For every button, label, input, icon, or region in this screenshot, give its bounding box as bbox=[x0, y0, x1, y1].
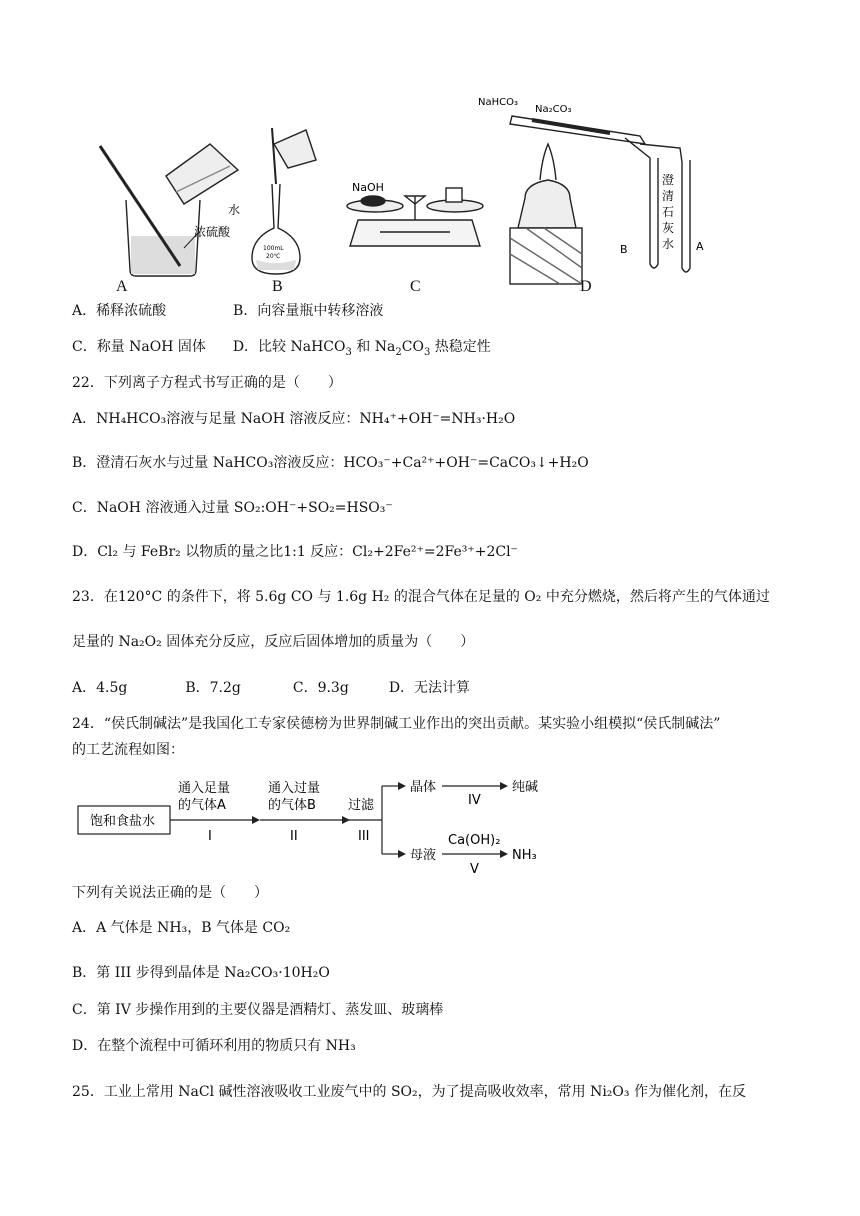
flow-step4-roman: IV bbox=[468, 793, 481, 808]
q25-stem: 25．工业上常用 NaCl 碱性溶液吸收工业废气中的 SO₂，为了提高吸收效率，常用 Ni₂O₃ 作为催化剂，在反 bbox=[72, 1084, 746, 1100]
svg-text:澄: 澄 bbox=[662, 173, 675, 187]
water-label-a: 水 bbox=[228, 203, 241, 217]
q24-option-d: D．在整个流程中可循环利用的物质只有 NH₃ bbox=[72, 1038, 356, 1054]
volumetric-flask-b bbox=[252, 128, 316, 274]
q22-stem: 22．下列离子方程式书写正确的是（ ） bbox=[72, 375, 342, 391]
flow-mother-liquor: 母液 bbox=[410, 848, 437, 863]
q22-option-b: B．澄清石灰水与过量 NaHCO₃溶液反应：HCO₃⁻+Ca²⁺+OH⁻=CaCO₃↓+H₂O bbox=[72, 455, 589, 471]
flow-step2-top2: 的气体B bbox=[268, 798, 316, 813]
flow-reagent: Ca(OH)₂ bbox=[448, 833, 501, 848]
process-flowchart bbox=[76, 770, 556, 880]
flask-volume: 100mL bbox=[263, 245, 284, 252]
q23-options bbox=[72, 678, 470, 698]
flow-step2-top1: 通入过量 bbox=[268, 781, 321, 796]
flow-step1-top1: 通入足量 bbox=[178, 781, 231, 796]
flow-step1-roman: I bbox=[208, 829, 212, 844]
figure-label-c: C bbox=[410, 278, 421, 295]
q23-option-a: A．4.5g bbox=[72, 680, 128, 696]
svg-text:清: 清 bbox=[662, 189, 675, 203]
q24-prompt: 下列有关说法正确的是（ ） bbox=[72, 885, 268, 901]
flow-step5-roman: V bbox=[470, 862, 479, 877]
naoh-label-c: NaOH bbox=[352, 181, 384, 194]
q23-option-b: B．7.2g bbox=[185, 680, 241, 696]
q24-option-b: B．第 III 步得到晶体是 Na₂CO₃·10H₂O bbox=[72, 965, 330, 981]
q21-option-a: A．稀释浓硫酸 bbox=[72, 303, 167, 319]
q22-option-a: A．NH₄HCO₃溶液与足量 NaOH 溶液反应：NH₄⁺+OH⁻=NH₃·H₂O bbox=[72, 411, 516, 427]
figure-label-d: D bbox=[580, 278, 592, 295]
flow-nh3: NH₃ bbox=[512, 848, 537, 863]
flow-start: 饱和食盐水 bbox=[90, 814, 156, 829]
q21-row1 bbox=[72, 301, 383, 321]
q24-stem-line2: 的工艺流程如图： bbox=[72, 742, 184, 758]
q23-option-d: D．无法计算 bbox=[388, 680, 471, 696]
q24-stem-line1: 24．“侯氏制碱法”是我国化工专家侯德榜为世界制碱工业作出的突出贡献。某实验小组模拟“侯氏制碱法” bbox=[72, 716, 721, 732]
q23-stem-line1: 23．在120°C 的条件下，将 5.6g CO 与 1.6g H₂ 的混合气体在足量的 O₂ 中充分燃烧，然后将产生的气体通过 bbox=[72, 589, 770, 605]
flow-step3: 过滤 bbox=[348, 798, 375, 813]
q22-option-c: C．NaOH 溶液通入过量 SO₂:OH⁻+SO₂=HSO₃⁻ bbox=[72, 500, 393, 516]
svg-text:灰: 灰 bbox=[662, 221, 675, 235]
apparatus-figure bbox=[80, 88, 780, 298]
flask-temp: 20℃ bbox=[266, 253, 281, 260]
figure-label-b: B bbox=[272, 278, 283, 295]
balance-c bbox=[347, 188, 483, 246]
flow-crystal: 晶体 bbox=[410, 780, 437, 795]
nahco3-label: NaHCO₃ bbox=[478, 97, 518, 108]
beaker-a bbox=[100, 144, 241, 276]
na2co3-label: Na₂CO₃ bbox=[535, 104, 572, 115]
q21-option-d: D．比较 NaHCO$_3$ 和 $Na_2CO_3$ 热稳定性 bbox=[232, 339, 491, 358]
svg-text:石: 石 bbox=[662, 205, 675, 219]
flow-product: 纯碱 bbox=[512, 780, 539, 795]
figure-label-a: A bbox=[116, 278, 128, 295]
acid-label-a: 浓硫酸 bbox=[194, 225, 231, 239]
q22-option-d: D．Cl₂ 与 FeBr₂ 以物质的量之比1:1 反应：Cl₂+2Fe²⁺=2Fe³⁺+2Cl⁻ bbox=[72, 544, 518, 560]
flow-step3-roman: III bbox=[358, 829, 370, 844]
limewater-label bbox=[662, 173, 674, 251]
q23-option-c: C．9.3g bbox=[292, 680, 349, 696]
q21-option-b: B．向容量瓶中转移溶液 bbox=[233, 303, 384, 319]
apparatus-drawing bbox=[80, 88, 780, 298]
svg-text:水: 水 bbox=[662, 237, 675, 251]
flow-step1-top2: 的气体A bbox=[178, 798, 226, 813]
q23-stem-line2: 足量的 Na₂O₂ 固体充分反应，反应后固体增加的质量为（ ） bbox=[72, 634, 475, 650]
flow-step2-roman: II bbox=[290, 829, 298, 844]
tube-b-label: B bbox=[620, 243, 628, 256]
q21-row2 bbox=[72, 337, 491, 357]
q24-option-a: A．A 气体是 NH₃，B 气体是 CO₂ bbox=[72, 920, 291, 936]
q21-option-c: C．称量 NaOH 固体 bbox=[72, 339, 206, 355]
q24-option-c: C．第 IV 步操作用到的主要仪器是酒精灯、蒸发皿、玻璃棒 bbox=[72, 1002, 444, 1018]
tube-a-label: A bbox=[696, 240, 704, 253]
